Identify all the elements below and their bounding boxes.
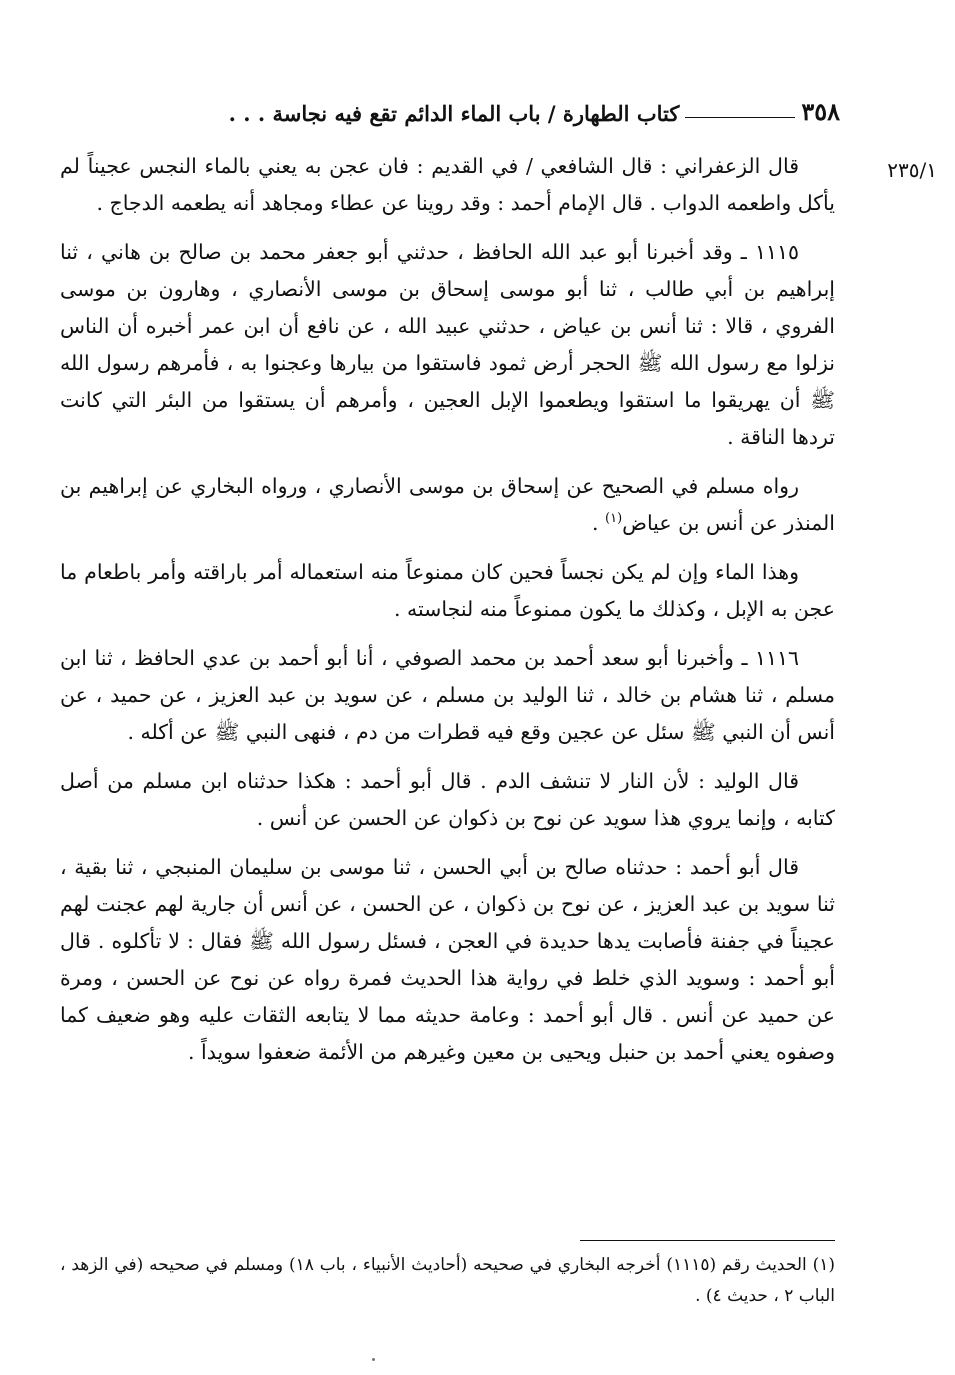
paragraph: قال أبو أحمد : حدثناه صالح بن أبي الحسن ، ثنا موسى بن سليمان المنبجي ، ثنا بقية ، ثنا سويد بن عبد العزيز ، عن نوح بن ذكوان ، عن الحسن ، عن أنس أن جارية لهم عجنت لهم عجيناً في جفنة فأصابت يدها حديدة في العجن ، فسئل رسول الله ﷺ فقال : لا تأكلوه . قال أبو أحمد : وسويد الذي خلط في رواية هذا الحديث فمرة رواه عن نوح عن الحسن ، ومرة عن حميد عن أنس . قال أبو أحمد : وعامة حديثه مما لا يتابعه الثقات عليه وهو ضعيف كما وصفوه يعني أحمد بن حنبل ويحيى بن معين وغيرهم من الأئمة ضعفوا سويداً . <box>60 855 835 1064</box>
margin-reference: ٢٣٥/١ <box>887 158 937 182</box>
footnote-marker[interactable]: (١) <box>605 511 623 527</box>
footnote-separator <box>580 1240 835 1241</box>
running-title: كتاب الطهارة / باب الماء الدائم تقع فيه نجاسة . . . <box>228 101 680 126</box>
paragraph: ١١١٥ ـ وقد أخبرنا أبو عبد الله الحافظ ، حدثني أبو جعفر محمد بن صالح بن هاني ، ثنا إبراهيم بن أبي طالب ، ثنا أبو موسى إسحاق بن موسى الأنصاري ، وهارون بن موسى الفروي ، قالا : ثنا أنس بن عياض ، حدثني عبيد الله ، عن نافع أن ابن عمر أخبره أن الناس نزلوا مع رسول الله ﷺ الحجر أرض ثمود فاستقوا من بيارها وعجنوا به ، فأمرهم رسول الله ﷺ أن يهريقوا ما استقوا ويطعموا الإبل العجين ، وأمرهم أن يستقوا من البئر التي كانت تردها الناقة . <box>60 240 835 449</box>
footnotes <box>60 1250 835 1312</box>
page-number: ٣٥٨ <box>801 97 840 126</box>
footnote: (١) الحديث رقم (١١١٥) أخرجه البخاري في صحيحه (أحاديث الأنبياء ، باب ١٨) ومسلم في صحيحه (في الزهد ، الباب ٢ ، حديث ٤) . <box>60 1255 835 1306</box>
page-speck <box>372 1358 375 1361</box>
paragraph <box>60 468 835 542</box>
page-header <box>60 92 840 126</box>
paragraph: قال الوليد : لأن النار لا تنشف الدم . قال أبو أحمد : هكذا حدثناه ابن مسلم من أصل كتابه ، وإنما يروي هذا سويد عن نوح بن ذكوان عن الحسن عن أنس . <box>60 769 835 830</box>
header-rule <box>685 117 795 118</box>
paragraph: ١١١٦ ـ وأخبرنا أبو سعد أحمد بن محمد الصوفي ، أنا أبو أحمد بن عدي الحافظ ، ثنا ابن مسلم ، ثنا هشام بن خالد ، ثنا الوليد بن مسلم ، عن سويد بن عبد العزيز ، عن حميد ، عن أنس أن النبي ﷺ سئل عن عجين وقع فيه قطرات من دم ، فنهى النبي ﷺ عن أكله . <box>60 646 835 744</box>
main-text <box>60 148 835 1083</box>
paragraph-end: . <box>591 511 606 535</box>
paragraph: وهذا الماء وإن لم يكن نجساً فحين كان ممنوعاً منه استعماله أمر باراقته وأمر باطعام ما عجن به الإبل ، وكذلك ما يكون ممنوعاً منه لنجاسته . <box>60 560 835 621</box>
paragraph: قال الزعفراني : قال الشافعي / في القديم : فان عجن به يعني بالماء النجس عجيناً لم يأكل واطعمه الدواب . قال الإمام أحمد : وقد روينا عن عطاء ومجاهد أنه يطعمه الدجاج . <box>60 154 835 215</box>
paragraph-text: رواه مسلم في الصحيح عن إسحاق بن موسى الأنصاري ، ورواه البخاري عن إبراهيم بن المنذر عن أنس بن عياض <box>60 474 835 535</box>
